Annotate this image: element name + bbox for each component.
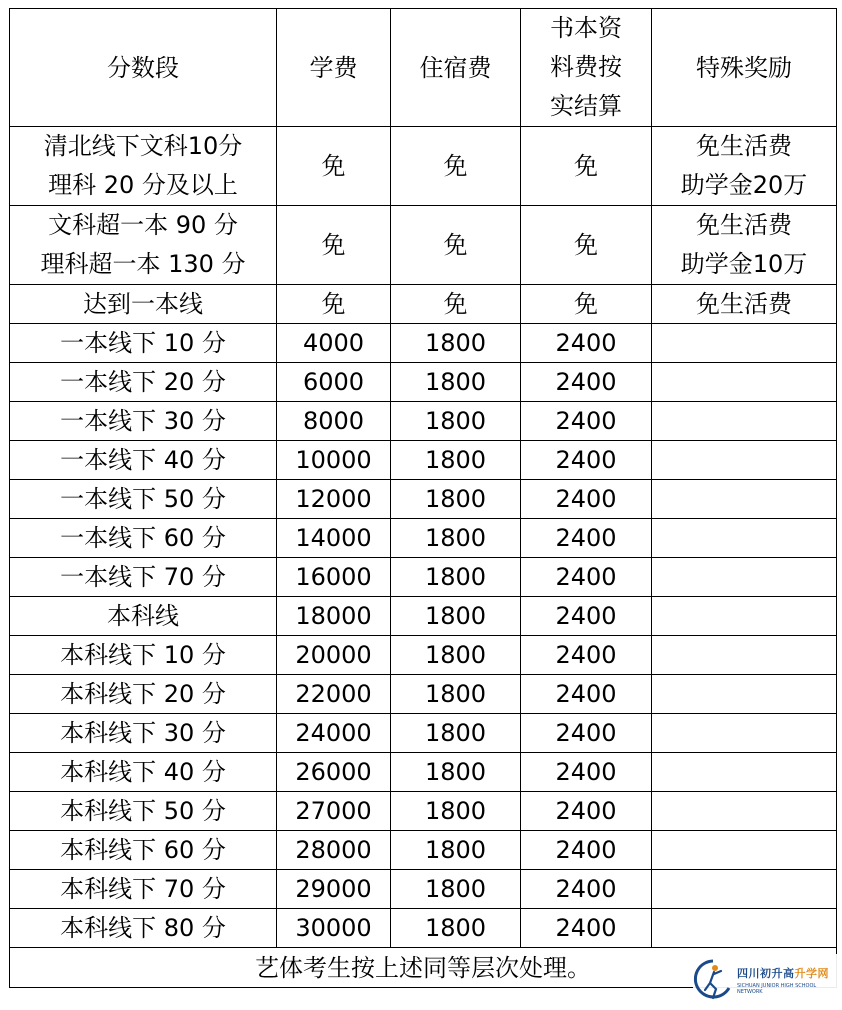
tuition-cell: 6000 [277,363,391,402]
score-cell: 本科线下 80 分 [10,909,277,948]
score-cell: 本科线下 30 分 [10,714,277,753]
award-cell [652,792,837,831]
accommodation-cell: 1800 [391,909,521,948]
award-cell [652,519,837,558]
header-score-range: 分数段 [10,9,277,127]
fee-row [10,324,837,363]
award-line: 助学金10万 [680,250,808,278]
award-cell [652,831,837,870]
accommodation-cell: 免 [391,285,521,324]
header-tuition: 学费 [277,9,391,127]
award-cell [652,714,837,753]
score-line: 理科超一本 130 分 [40,250,246,278]
fee-row [10,714,837,753]
header-accommodation: 住宿费 [391,9,521,127]
header-books-line: 书本资 [550,14,622,42]
fee-row [10,792,837,831]
fee-rows [10,324,837,948]
books-cell: 2400 [521,558,652,597]
score-cell: 本科线下 50 分 [10,792,277,831]
accommodation-cell: 1800 [391,558,521,597]
tuition-cell: 12000 [277,480,391,519]
award-cell [652,558,837,597]
fee-table [9,8,837,988]
tuition-cell: 免 [277,127,391,206]
books-cell: 免 [521,285,652,324]
fee-row [10,675,837,714]
award-cell [652,480,837,519]
fee-row [10,441,837,480]
books-cell: 2400 [521,363,652,402]
special-row [10,285,837,324]
fee-row [10,636,837,675]
tuition-cell: 免 [277,206,391,285]
award-line: 免生活费 [696,132,792,160]
tuition-cell: 16000 [277,558,391,597]
award-cell [652,636,837,675]
books-cell: 2400 [521,792,652,831]
tuition-cell: 27000 [277,792,391,831]
tuition-cell: 20000 [277,636,391,675]
score-line: 清北线下文科10分 [43,132,243,160]
fee-row [10,909,837,948]
tuition-cell: 30000 [277,909,391,948]
score-cell: 一本线下 30 分 [10,402,277,441]
score-cell: 本科线下 60 分 [10,831,277,870]
books-cell: 2400 [521,714,652,753]
header-special-award: 特殊奖励 [652,9,837,127]
tuition-cell: 4000 [277,324,391,363]
tuition-cell: 22000 [277,675,391,714]
award-cell [652,363,837,402]
special-row [10,127,837,206]
fee-row [10,519,837,558]
score-cell [10,127,277,206]
accommodation-cell: 1800 [391,402,521,441]
accommodation-cell: 1800 [391,675,521,714]
tuition-cell: 8000 [277,402,391,441]
books-cell: 免 [521,206,652,285]
accommodation-cell: 1800 [391,597,521,636]
accommodation-cell: 免 [391,127,521,206]
score-cell: 一本线下 40 分 [10,441,277,480]
runner-logo-icon [693,958,733,1002]
score-cell: 一本线下 10 分 [10,324,277,363]
tuition-cell: 24000 [277,714,391,753]
fee-row [10,831,837,870]
accommodation-cell: 1800 [391,792,521,831]
score-cell: 一本线下 60 分 [10,519,277,558]
accommodation-cell: 1800 [391,324,521,363]
footer-note: 艺体考生按上述同等层次处理。 [10,948,837,988]
score-cell [10,206,277,285]
award-cell [652,870,837,909]
tuition-cell: 29000 [277,870,391,909]
score-line: 文科超一本 90 分 [48,211,238,239]
fee-row [10,480,837,519]
award-line: 助学金20万 [680,171,808,199]
score-cell: 本科线下 10 分 [10,636,277,675]
score-cell: 一本线下 50 分 [10,480,277,519]
books-cell: 2400 [521,324,652,363]
accommodation-cell: 1800 [391,363,521,402]
books-cell: 2400 [521,753,652,792]
header-books-line: 料费按 [550,53,622,81]
score-cell: 达到一本线 [10,285,277,324]
watermark-subtitle: SICHUAN JUNIOR HIGH SCHOOL NETWORK [737,983,817,995]
award-cell [652,753,837,792]
fee-row [10,558,837,597]
score-cell: 本科线下 70 分 [10,870,277,909]
accommodation-cell: 1800 [391,870,521,909]
award-cell [652,597,837,636]
award-line: 免生活费 [696,211,792,239]
books-cell: 2400 [521,519,652,558]
award-cell [652,441,837,480]
tuition-cell: 26000 [277,753,391,792]
score-cell: 本科线 [10,597,277,636]
award-cell [652,402,837,441]
award-cell [652,206,837,285]
score-cell: 一本线下 70 分 [10,558,277,597]
watermark-title-main: 四川初升高 [737,967,795,980]
award-cell [652,675,837,714]
accommodation-cell: 1800 [391,480,521,519]
accommodation-cell: 1800 [391,636,521,675]
header-row [10,9,837,127]
books-cell: 2400 [521,831,652,870]
score-line: 理科 20 分及以上 [48,171,238,199]
books-cell: 2400 [521,636,652,675]
header-books [521,9,652,127]
books-cell: 2400 [521,597,652,636]
accommodation-cell: 1800 [391,714,521,753]
tuition-cell: 免 [277,285,391,324]
fee-row [10,363,837,402]
accommodation-cell: 1800 [391,831,521,870]
books-cell: 2400 [521,402,652,441]
books-cell: 2400 [521,441,652,480]
score-cell: 本科线下 20 分 [10,675,277,714]
books-cell: 2400 [521,909,652,948]
tuition-cell: 18000 [277,597,391,636]
watermark-title [737,965,841,981]
award-cell [652,909,837,948]
books-cell: 2400 [521,870,652,909]
books-cell: 2400 [521,675,652,714]
fee-row [10,402,837,441]
watermark-title-accent: 升学网 [794,967,829,980]
accommodation-cell: 1800 [391,753,521,792]
tuition-cell: 14000 [277,519,391,558]
award-cell: 免生活费 [652,285,837,324]
fee-row [10,753,837,792]
books-cell: 免 [521,127,652,206]
accommodation-cell: 免 [391,206,521,285]
award-cell [652,127,837,206]
special-row [10,206,837,285]
header-books-line: 实结算 [550,92,622,120]
tuition-cell: 28000 [277,831,391,870]
score-cell: 本科线下 40 分 [10,753,277,792]
fee-row [10,597,837,636]
tuition-cell: 10000 [277,441,391,480]
award-cell [652,324,837,363]
books-cell: 2400 [521,480,652,519]
accommodation-cell: 1800 [391,519,521,558]
fee-row [10,870,837,909]
accommodation-cell: 1800 [391,441,521,480]
watermark-text [737,965,841,995]
score-cell: 一本线下 20 分 [10,363,277,402]
site-watermark [693,954,841,1006]
